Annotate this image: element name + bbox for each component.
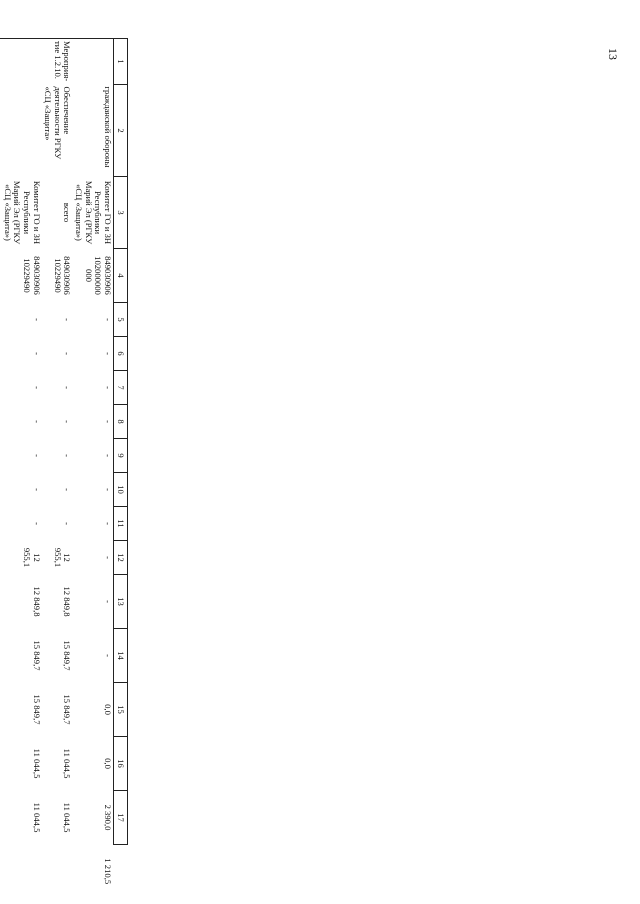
table-cell	[0, 177, 1, 249]
table-value-cell: -	[62, 420, 73, 423]
column-header: 4	[114, 249, 128, 303]
table-value-cell	[1, 845, 42, 899]
table-value-cell	[0, 371, 1, 405]
table-cell	[1, 85, 42, 177]
table-value-cell: 11 044,5	[62, 802, 73, 833]
table-value-cell: -	[103, 488, 113, 491]
table-cell	[0, 85, 1, 177]
table-value-cell: 0,0	[103, 704, 113, 715]
table-cell	[0, 39, 1, 85]
table-value-cell: -	[31, 318, 42, 321]
table-value-cell: 15 849,7	[62, 694, 73, 725]
table-value-cell: 1 210,5	[103, 858, 114, 885]
table-value-cell	[0, 337, 1, 371]
column-header: 15	[114, 683, 128, 737]
column-header: 1	[114, 39, 128, 85]
table-value-cell: -	[103, 600, 113, 603]
table-value-cell	[42, 845, 73, 899]
column-header: 17	[114, 791, 128, 845]
table-value-cell: -	[31, 522, 42, 525]
table-value-cell	[0, 541, 1, 575]
column-header: 14	[114, 629, 128, 683]
table-value-cell	[0, 405, 1, 439]
table-value-cell: -	[103, 318, 113, 321]
budget-table	[0, 38, 128, 898]
table-cell: всего	[62, 202, 73, 223]
table-value-cell: -	[62, 488, 73, 491]
table-cell: Комитет ГО и ЗН Республики Марий Эл (РГКУ «СЦ «Защита»)	[74, 180, 113, 245]
column-header: 8	[114, 405, 128, 439]
column-header: 5	[114, 303, 128, 337]
table-row	[42, 39, 73, 899]
table-value-cell: 15 849,7	[31, 640, 42, 671]
table-cell	[73, 39, 114, 85]
table-value-cell	[0, 737, 1, 791]
table-row	[0, 39, 1, 899]
column-header: 9	[114, 439, 128, 473]
table-value-cell: -	[103, 522, 113, 525]
table-value-cell: -	[31, 420, 42, 423]
table-value-cell: -	[62, 386, 73, 389]
table-value-cell: 12 849,8	[62, 586, 73, 617]
table-value-cell	[0, 473, 1, 507]
table-value-cell	[0, 845, 1, 899]
table-value-cell: -	[62, 352, 73, 355]
table-value-cell	[0, 303, 1, 337]
column-header: 16	[114, 737, 128, 791]
table-value-cell: -	[103, 352, 113, 355]
table-cell: 849030906 10229490	[52, 256, 73, 295]
table-value-cell: -	[62, 318, 73, 321]
table-cell: гражданской обороны	[103, 86, 113, 168]
table-value-cell: -	[31, 352, 42, 355]
table-value-cell: -	[31, 454, 42, 457]
budget-table-sheet	[0, 38, 128, 898]
table-value-cell	[0, 791, 1, 845]
table-value-cell: -	[31, 488, 42, 491]
table-value-cell: -	[103, 654, 113, 657]
table-cell: Мероприя-тие 1.2.10.	[42, 39, 73, 85]
column-header: 12	[114, 541, 128, 575]
table-cell: Комитет ГО и ЗН Республики Марий Эл (РГКУ «СЦ «Защита»)	[2, 180, 42, 245]
table-value-cell: -	[103, 556, 113, 559]
table-value-cell: -	[62, 454, 73, 457]
table-value-cell: -	[103, 386, 113, 389]
table-value-cell: 11 044,5	[62, 748, 73, 779]
table-value-cell	[0, 683, 1, 737]
table-value-cell	[0, 507, 1, 541]
table-value-cell: -	[62, 522, 73, 525]
table-value-cell	[0, 439, 1, 473]
table-value-cell: 11 044,5	[31, 748, 42, 779]
table-value-cell	[0, 629, 1, 683]
column-header: 3	[114, 177, 128, 249]
column-header: 10	[114, 473, 128, 507]
table-value-cell: -	[103, 420, 113, 423]
table-value-cell: 12 849,8	[31, 586, 42, 617]
table-row	[73, 39, 114, 899]
table-value-cell: 2 390,0	[103, 804, 113, 831]
table-cell	[1, 39, 42, 85]
column-header: 7	[114, 371, 128, 405]
column-header: 2	[114, 85, 128, 177]
table-value-cell: 11 044,5	[31, 802, 42, 833]
column-header: 6	[114, 337, 128, 371]
column-header: 11	[114, 507, 128, 541]
page-number: 13	[606, 48, 620, 60]
table-value-cell: -	[103, 454, 113, 457]
table-value-cell	[0, 575, 1, 629]
table-value-cell: 12 955,1	[22, 547, 42, 568]
table-value-cell: -	[31, 386, 42, 389]
table-value-cell: 0,0	[103, 758, 113, 769]
column-header: 13	[114, 575, 128, 629]
table-cell	[0, 249, 1, 303]
column-header-row	[114, 39, 128, 899]
table-cell: 849030906 10229490	[22, 256, 42, 295]
table-cell: 849030906 102000000 000	[83, 256, 113, 295]
table-cell: Обеспечение деятельности РГКУ «СЦ «Защита»	[43, 86, 73, 160]
table-value-cell: 15 849,7	[62, 640, 73, 671]
table-value-cell: 12 955,1	[52, 547, 73, 568]
table-row	[1, 39, 42, 899]
table-value-cell: 15 849,7	[31, 694, 42, 725]
table-body	[0, 39, 114, 899]
